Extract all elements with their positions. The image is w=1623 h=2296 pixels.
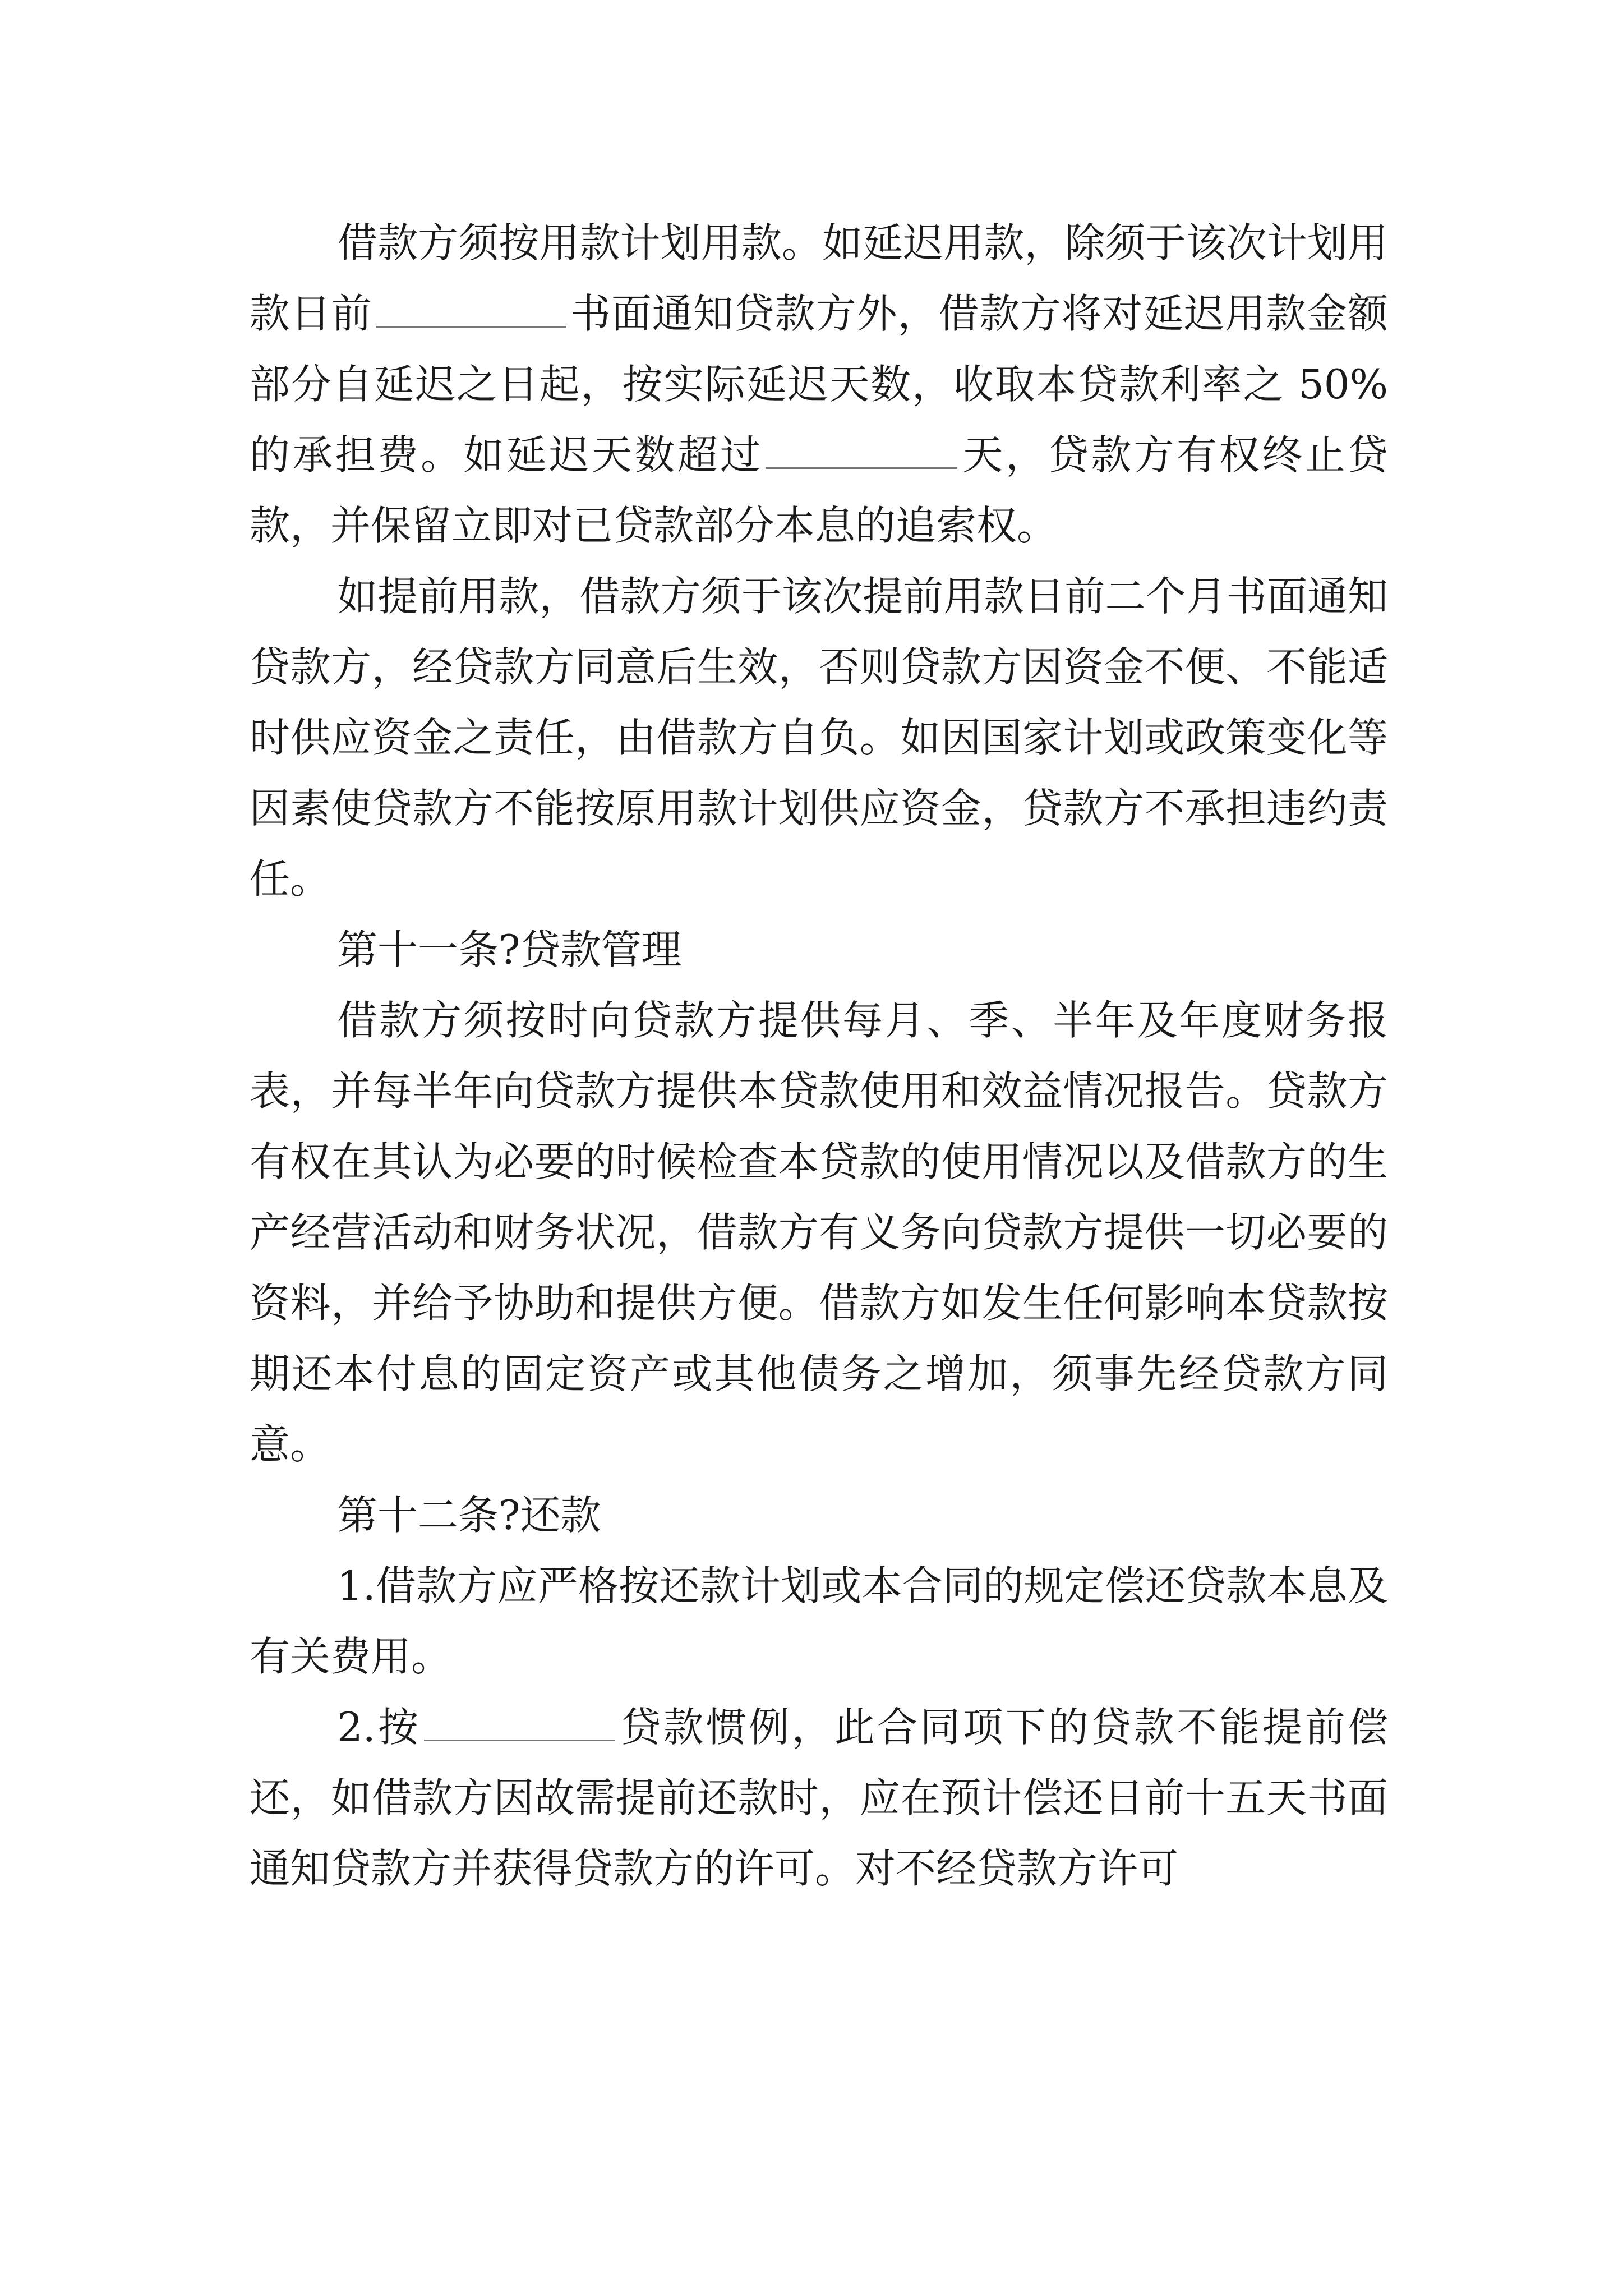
- paragraph-delayed-drawdown: [250, 208, 1388, 561]
- paragraph-text: 2.按: [337, 1704, 421, 1751]
- paragraph-text: 借款方须按用款计划用款。如延迟用款，除须于该次计划用款日前: [250, 219, 1388, 337]
- blank-field-delay-days: [766, 431, 957, 469]
- paragraph-loan-management: 借款方须按时向贷款方提供每月、季、半年及年度财务报表，并每半年向贷款方提供本贷款使用和效益情况报告。贷款方有权在其认为必要的时候检查本贷款的使用情况以及借款方的生产经营活动和财务状况，借款方有义务向贷款方提供一切必要的资料，并给予协助和提供方便。借款方如发生任何影响本贷款按期还本付息的固定资产或其他债务之增加，须事先经贷款方同意。: [250, 997, 1388, 1468]
- paragraph-early-drawdown: 如提前用款，借款方须于该次提前用款日前二个月书面通知贷款方，经贷款方同意后生效，否则贷款方因资金不便、不能适时供应资金之责任，由借款方自负。如因国家计划或政策变化等因素使贷款方不能按原用款计划供应资金，贷款方不承担违约责任。: [250, 573, 1388, 903]
- blank-field-loan-practice: [424, 1703, 615, 1741]
- paragraph-text: 贷款惯例，此合同项下的贷款不能提前偿还，如借款方因故需提前还款时，应在预计偿还日前十五天书面通知贷款方并获得贷款方的许可。对不经贷款方许可: [250, 1704, 1388, 1892]
- article-11-heading: 第十一条?贷款管理: [337, 926, 682, 973]
- paragraph-text: 书面通知贷款方外，借款方将对延迟用款金额部分自延迟之日起，按实际延迟天数，收取本贷款利率之 50%的承担费。如延迟天数超过: [250, 290, 1388, 478]
- paragraph-repayment-2: [250, 1692, 1388, 1904]
- paragraph-text: 天，贷款方有权终止贷款，并保留立即对已贷款部分本息的追索权。: [250, 431, 1388, 549]
- paragraph-repayment-1: 1.借款方应严格按还款计划或本合同的规定偿还贷款本息及有关费用。: [250, 1562, 1388, 1680]
- blank-field-notice-period: [376, 289, 566, 328]
- document-body: [250, 208, 1388, 1904]
- article-12-heading: 第十二条?还款: [337, 1492, 601, 1539]
